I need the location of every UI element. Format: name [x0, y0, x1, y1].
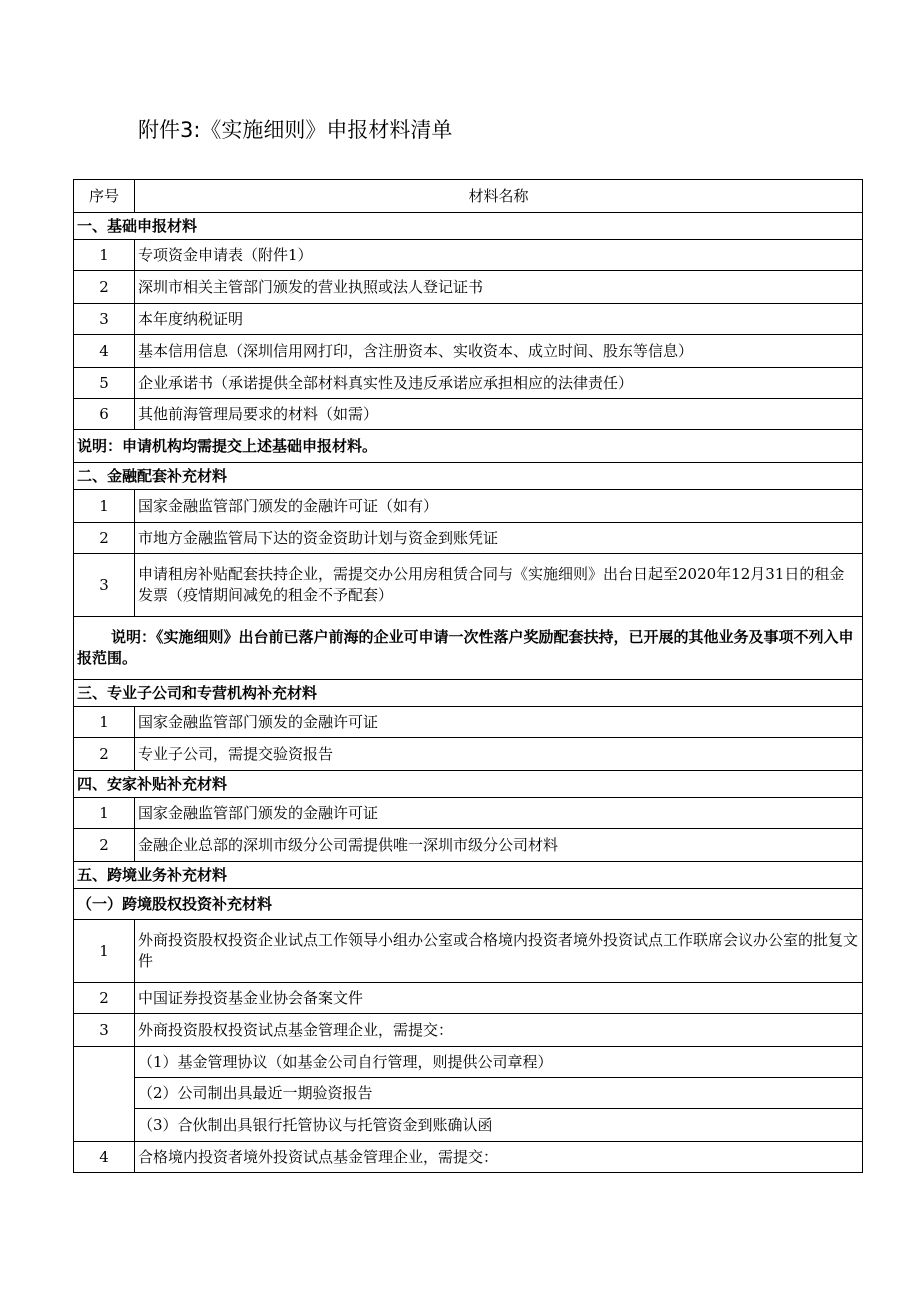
table-row	[74, 490, 863, 523]
row-number: 2	[74, 738, 135, 771]
row-text: 国家金融监管部门颁发的金融许可证	[135, 707, 863, 738]
row-text: 外商投资股权投资试点基金管理企业，需提交：	[135, 1014, 863, 1047]
table-row	[74, 798, 863, 829]
table-row	[74, 304, 863, 335]
row-text: 国家金融监管部门颁发的金融许可证	[135, 798, 863, 829]
table-row	[74, 920, 863, 983]
row-number: 1	[74, 707, 135, 738]
row-number: 1	[74, 798, 135, 829]
section-note: 说明：申请机构均需提交上述基础申报材料。	[74, 430, 863, 463]
table-row	[74, 707, 863, 738]
row-text: 深圳市相关主管部门颁发的营业执照或法人登记证书	[135, 271, 863, 304]
note-row	[74, 617, 863, 680]
section-row	[74, 680, 863, 707]
table-row	[74, 1014, 863, 1047]
row-text: 外商投资股权投资企业试点工作领导小组办公室或合格境内投资者境外投资试点工作联席会议办公室的批复文件	[135, 920, 863, 983]
row-text: 企业承诺书（承诺提供全部材料真实性及违反承诺应承担相应的法律责任）	[135, 368, 863, 399]
row-text: 专项资金申请表（附件1）	[135, 240, 863, 271]
header-no: 序号	[74, 180, 135, 213]
table-row	[74, 368, 863, 399]
table-row	[74, 399, 863, 430]
materials-table	[73, 179, 863, 1173]
page-title: 附件3:《实施细则》申报材料清单	[138, 118, 453, 142]
header-name: 材料名称	[135, 180, 863, 213]
section-title: 三、专业子公司和专营机构补充材料	[74, 680, 863, 707]
row-number: 1	[74, 240, 135, 271]
sub-item-row	[74, 1109, 863, 1142]
row-text: 专业子公司，需提交验资报告	[135, 738, 863, 771]
table-row	[74, 554, 863, 617]
subsection-row	[74, 889, 863, 920]
section-row	[74, 771, 863, 798]
sub-item-row	[74, 1047, 863, 1078]
table-header-row	[74, 180, 863, 213]
table-row	[74, 738, 863, 771]
table-row	[74, 240, 863, 271]
sub-item-text: （1）基金管理协议（如基金公司自行管理，则提供公司章程）	[135, 1047, 863, 1078]
sub-item-row	[74, 1078, 863, 1109]
row-text: 申请租房补贴配套扶持企业，需提交办公用房租赁合同与《实施细则》出台日起至2020年12月31日的租金发票（疫情期间减免的租金不予配套）	[135, 554, 863, 617]
empty-number-cell	[74, 1047, 135, 1142]
section-row	[74, 862, 863, 889]
subsection-title: （一）跨境股权投资补充材料	[74, 889, 863, 920]
row-text: 金融企业总部的深圳市级分公司需提供唯一深圳市级分公司材料	[135, 829, 863, 862]
row-number: 4	[74, 1142, 135, 1173]
row-number: 4	[74, 335, 135, 368]
table-row	[74, 271, 863, 304]
row-number: 6	[74, 399, 135, 430]
row-number: 3	[74, 554, 135, 617]
table-row	[74, 1142, 863, 1173]
sub-item-text: （2）公司制出具最近一期验资报告	[135, 1078, 863, 1109]
table-row	[74, 335, 863, 368]
section-note: 说明：《实施细则》出台前已落户前海的企业可申请一次性落户奖励配套扶持，已开展的其他业务及事项不列入申报范围。	[74, 617, 863, 680]
row-number: 3	[74, 304, 135, 335]
row-text: 国家金融监管部门颁发的金融许可证（如有）	[135, 490, 863, 523]
row-text: 其他前海管理局要求的材料（如需）	[135, 399, 863, 430]
table-row	[74, 983, 863, 1014]
row-number: 1	[74, 490, 135, 523]
section-title: 一、基础申报材料	[74, 213, 863, 240]
section-title: 四、安家补贴补充材料	[74, 771, 863, 798]
row-number: 2	[74, 271, 135, 304]
section-title: 二、金融配套补充材料	[74, 463, 863, 490]
section-row	[74, 213, 863, 240]
table-row	[74, 829, 863, 862]
row-text: 合格境内投资者境外投资试点基金管理企业，需提交：	[135, 1142, 863, 1173]
row-number: 5	[74, 368, 135, 399]
table-row	[74, 523, 863, 554]
row-text: 基本信用信息（深圳信用网打印，含注册资本、实收资本、成立时间、股东等信息）	[135, 335, 863, 368]
row-number: 1	[74, 920, 135, 983]
row-text: 市地方金融监管局下达的资金资助计划与资金到账凭证	[135, 523, 863, 554]
row-number: 2	[74, 523, 135, 554]
row-text: 中国证券投资基金业协会备案文件	[135, 983, 863, 1014]
section-row	[74, 463, 863, 490]
row-text: 本年度纳税证明	[135, 304, 863, 335]
row-number: 2	[74, 829, 135, 862]
sub-item-text: （3）合伙制出具银行托管协议与托管资金到账确认函	[135, 1109, 863, 1142]
note-row	[74, 430, 863, 463]
row-number: 3	[74, 1014, 135, 1047]
section-title: 五、跨境业务补充材料	[74, 862, 863, 889]
row-number: 2	[74, 983, 135, 1014]
